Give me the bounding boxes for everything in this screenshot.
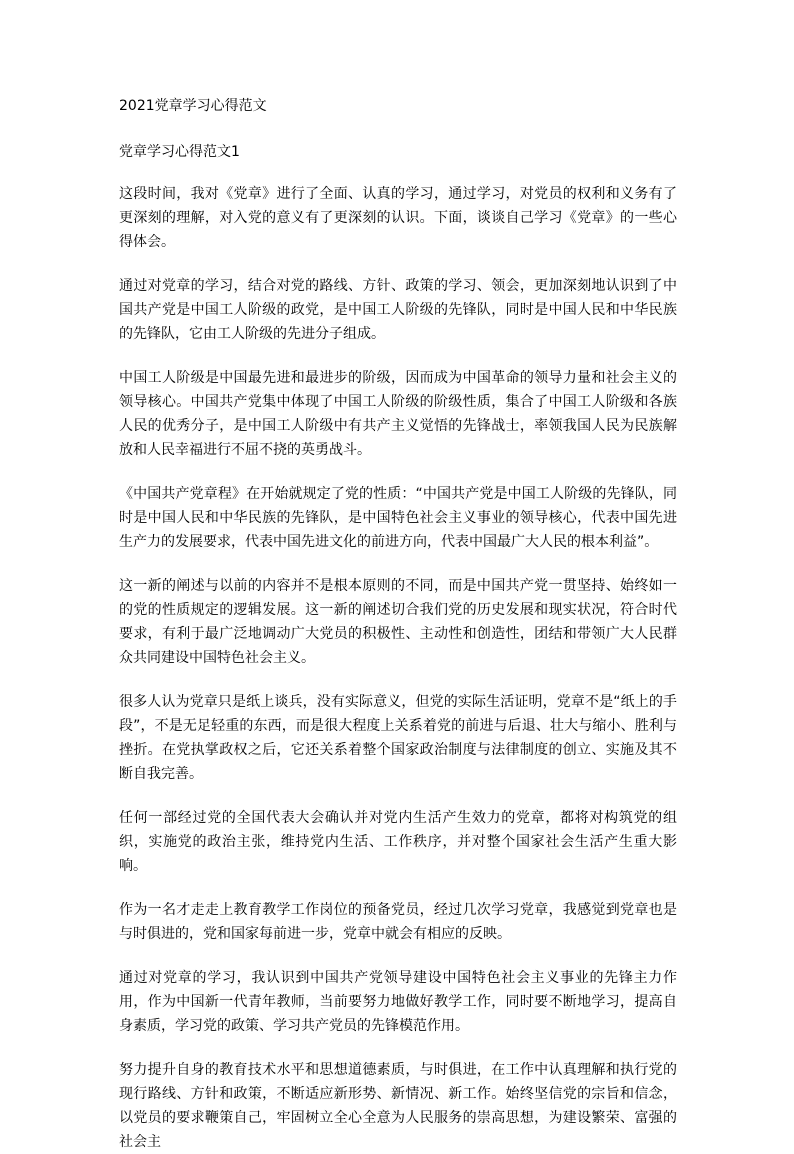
- paragraph: 任何一部经过党的全国代表大会确认并对党内生活产生效力的党章，都将对构筑党的组织，实施党的政治主张，维持党内生活、工作秩序，并对整个国家社会生活产生重大影响。: [119, 810, 677, 874]
- paragraph: 这一新的阐述与以前的内容并不是根本原则的不同，而是中国共产党一贯坚持、始终如一的党的性质规定的逻辑发展。这一新的阐述切合我们党的历史发展和现实状况，符合时代要求，有利于最广泛地调动广大党员的积极性、主动性和创造性，团结和带领广大人民群众共同建设中国特色社会主义。: [119, 578, 677, 666]
- paragraph: 很多人认为党章只是纸上谈兵，没有实际意义，但党的实际生活证明，党章不是“纸上的手段”，不是无足轻重的东西，而是很大程度上关系着党的前进与后退、壮大与缩小、胜利与挫折。在党执掌政权之后，它还关系着整个国家政治制度与法律制度的创立、实施及其不断自我完善。: [119, 694, 677, 782]
- section-title: 党章学习心得范文1: [119, 144, 240, 160]
- paragraph: 《中国共产党章程》在开始就规定了党的性质：“中国共产党是中国工人阶级的先锋队，同时是中国人民和中华民族的先锋队，是中国特色社会主义事业的领导核心，代表中国先进生产力的发展要求，代表中国先进文化的前进方向，代表中国最广大人民的根本利益”。: [119, 486, 677, 550]
- paragraph: 通过对党章的学习，我认识到中国共产党领导建设中国特色社会主义事业的先锋主力作用，作为中国新一代青年教师，当前要努力地做好教学工作，同时要不断地学习，提高自身素质，学习党的政策、学习共产党员的先锋模范作用。: [119, 970, 677, 1034]
- paragraph: 努力提升自身的教育技术水平和思想道德素质，与时俱进，在工作中认真理解和执行党的现行路线、方针和政策，不断适应新形势、新情况、新工作。始终坚信党的宗旨和信念，以党员的要求鞭策自己，牢固树立全心全意为人民服务的崇高思想，为建设繁荣、富强的社会主: [119, 1062, 677, 1150]
- paragraph: 作为一名才走走上教育教学工作岗位的预备党员，经过几次学习党章，我感觉到党章也是与时俱进的，党和国家每前进一步，党章中就会有相应的反映。: [119, 902, 677, 942]
- document-page: [119, 94, 677, 1154]
- document-title: 2021党章学习心得范文: [119, 98, 267, 114]
- paragraph: 中国工人阶级是中国最先进和最进步的阶级，因而成为中国革命的领导力量和社会主义的领导核心。中国共产党集中体现了中国工人阶级的阶级性质，集合了中国工人阶级和各族人民的优秀分子，是中国工人阶级中有共产主义觉悟的先锋战士，率领我国人民为民族解放和人民幸福进行不屈不挠的英勇战斗。: [119, 370, 677, 458]
- paragraph: 通过对党章的学习，结合对党的路线、方针、政策的学习、领会，更加深刻地认识到了中国共产党是中国工人阶级的政党，是中国工人阶级的先锋队，同时是中国人民和中华民族的先锋队，它由工人阶级的先进分子组成。: [119, 278, 677, 342]
- paragraph: 这段时间，我对《党章》进行了全面、认真的学习，通过学习，对党员的权利和义务有了更深刻的理解，对入党的意义有了更深刻的认识。下面，谈谈自己学习《党章》的一些心得体会。: [119, 186, 677, 250]
